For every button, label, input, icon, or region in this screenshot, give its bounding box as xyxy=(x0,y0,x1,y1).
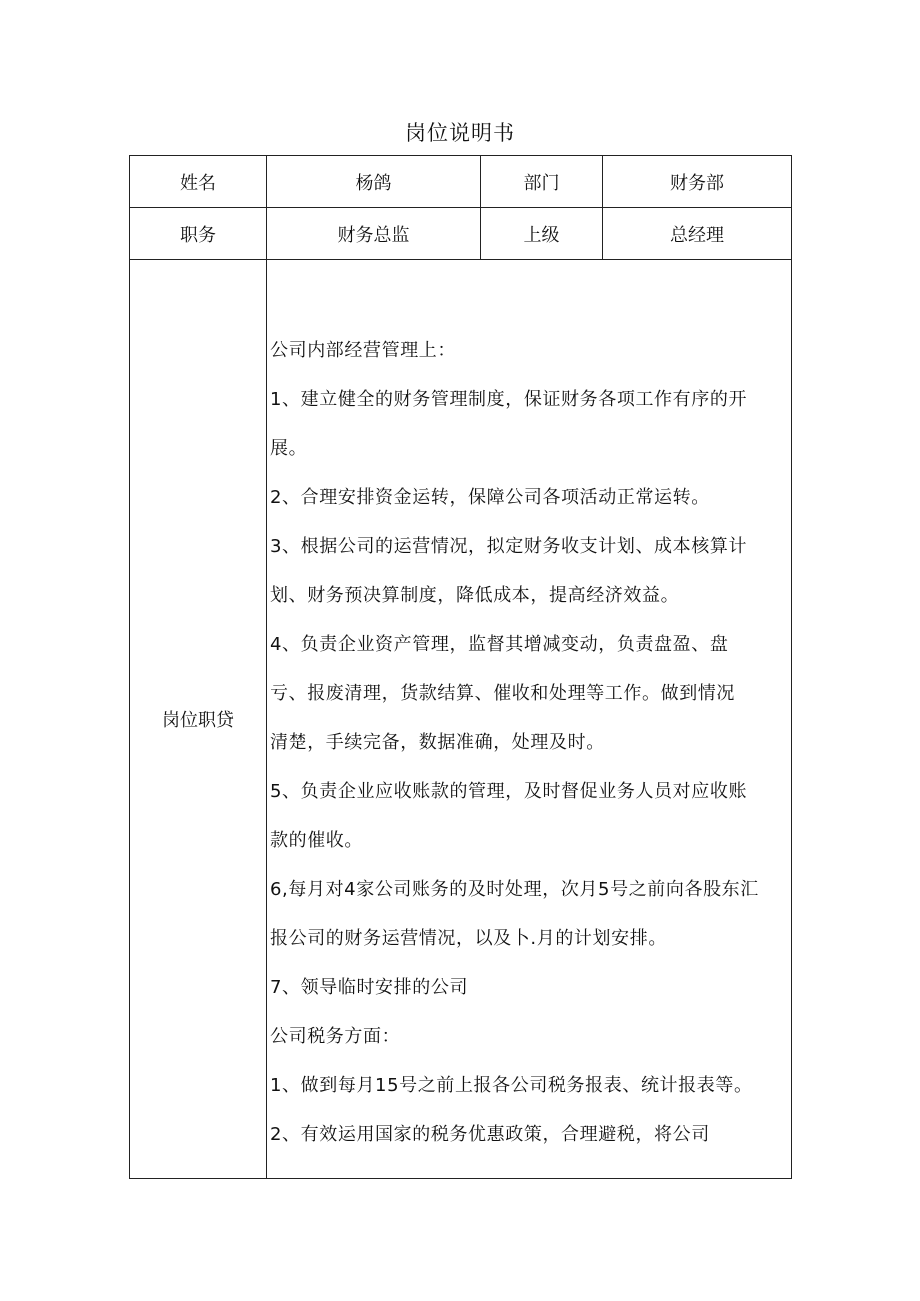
name-label: 姓名 xyxy=(130,156,267,208)
duties-label: 岗位职贷 xyxy=(130,260,267,1179)
duties-list xyxy=(267,260,791,1159)
job-description-table xyxy=(129,155,792,1179)
duty-line: 5、负责企业应收账款的管理，及时督促业务人员对应收账 xyxy=(270,781,748,802)
duty-line: 4、负责企业资产管理，监督其增减变动，负责盘盈、盘 xyxy=(270,634,729,655)
table-row-duties xyxy=(130,260,792,1179)
position-label: 职务 xyxy=(130,208,267,260)
position-value: 财务总监 xyxy=(267,208,481,260)
duty-line: 报公司的财务运营情况，以及卜.月的计划安排。 xyxy=(270,928,667,949)
duty-line: 清楚，手续完备，数据准确，处理及时。 xyxy=(270,732,605,753)
duty-line: 划、财务预决算制度，降低成本，提高经济效益。 xyxy=(270,585,680,606)
duty-line: 亏、报废清理，货款结算、催收和处理等工作。做到情况 xyxy=(270,683,735,704)
duty-line: 1、建立健全的财务管理制度，保证财务各项工作有序的开 xyxy=(270,389,748,410)
duty-line: 2、有效运用国家的税务优惠政策，合理避税，将公司 xyxy=(270,1124,710,1145)
name-value: 杨鸽 xyxy=(267,156,481,208)
document-title: 岗位说明书 xyxy=(405,121,515,145)
duty-line: 3、根据公司的运营情况，拟定财务收支计划、成本核算计 xyxy=(270,536,748,557)
duty-line: 1、做到每月15号之前上报各公司税务报表、统计报表等。 xyxy=(270,1075,753,1096)
duty-line: 款的催收。 xyxy=(270,830,363,851)
superior-label: 上级 xyxy=(481,208,603,260)
duty-line: 公司税务方面： xyxy=(270,1026,401,1047)
duty-line: 7、领导临时安排的公司 xyxy=(270,977,469,998)
department-value: 财务部 xyxy=(603,156,792,208)
duty-line: 2、合理安排资金运转，保障公司各项活动正常运转。 xyxy=(270,487,710,508)
department-label: 部门 xyxy=(481,156,603,208)
duties-content xyxy=(267,260,792,1179)
duty-line: 6,每月对4家公司账务的及时处理，次月5号之前向各股东汇 xyxy=(270,879,759,900)
duty-line: 展。 xyxy=(270,438,308,459)
superior-value: 总经理 xyxy=(603,208,792,260)
table-row-name-dept xyxy=(130,156,792,208)
table-row-position-superior xyxy=(130,208,792,260)
duty-line: 公司内部经营管理上： xyxy=(270,340,456,361)
